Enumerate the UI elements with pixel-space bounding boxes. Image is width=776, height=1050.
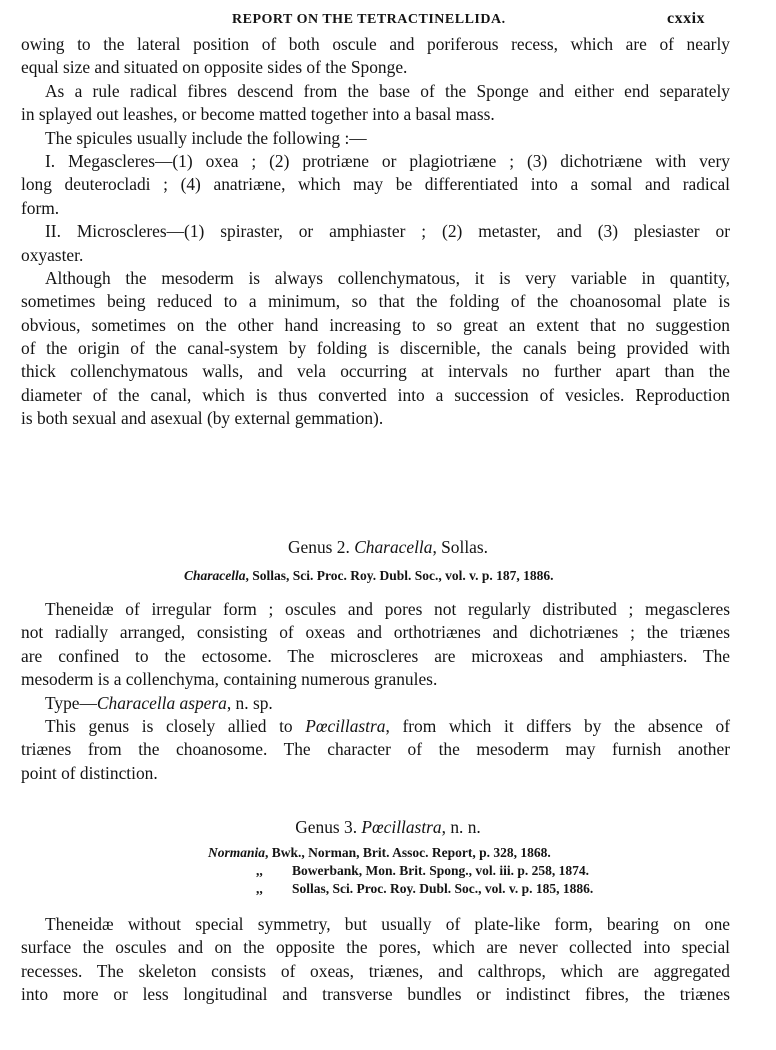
paragraph-block-4 bbox=[21, 913, 730, 1007]
text-line: equal size and situated on opposite sides of the Sponge. bbox=[21, 57, 408, 78]
ref-text: Sollas, Sci. Proc. Roy. Dubl. Soc., vol. v. p. 185, 1886. bbox=[292, 881, 594, 896]
text-line: The spicules usually include the following :— bbox=[45, 127, 367, 148]
text-line: II. Microscleres—(1) spiraster, or amphiaster ; (2) metaster, and (3) plesiaster or bbox=[45, 221, 730, 242]
genus-name: Pœcillastra bbox=[361, 817, 442, 837]
text-line: thick collenchymatous walls, and vela occurring at intervals no further apart than the bbox=[21, 361, 730, 382]
text-line: of the origin of the canal-system by folding is discernible, the canals being provided with bbox=[21, 338, 730, 359]
text-line: owing to the lateral position of both oscule and poriferous recess, which are of nearly bbox=[21, 34, 730, 54]
type-prefix: Type— bbox=[45, 693, 97, 713]
running-title: REPORT ON THE TETRACTINELLIDA. bbox=[232, 12, 506, 27]
text-line: form. bbox=[21, 197, 60, 218]
type-line bbox=[21, 692, 730, 715]
ref-text: , Bwk., Norman, Brit. Assoc. Report, p. 328, 1868. bbox=[265, 845, 551, 860]
text-line: not radially arranged, consisting of oxeas and orthotriænes and dichotriænes ; the triænes bbox=[21, 622, 730, 643]
genus-3-heading bbox=[0, 817, 776, 838]
genus-3-reference-3 bbox=[256, 881, 593, 897]
text-line: point of distinction. bbox=[21, 762, 158, 783]
text-line: triænes from the choanosome. The character of the mesoderm may furnish another bbox=[21, 739, 730, 760]
text-line: Theneidæ of irregular form ; oscules and pores not regularly distributed ; megascleres bbox=[45, 599, 730, 619]
genus-3-reference-1 bbox=[208, 845, 551, 861]
genus-name: Characella bbox=[354, 537, 433, 557]
genus-2-reference bbox=[184, 568, 554, 584]
paragraph-block-2 bbox=[21, 598, 730, 692]
text-line: sometimes being reduced to a minimum, so that the folding of the choanosomal plate is bbox=[21, 291, 730, 312]
genus-2-heading bbox=[0, 537, 776, 558]
paragraph-block-1 bbox=[21, 33, 730, 431]
running-header bbox=[0, 8, 776, 32]
text-line: into more or less longitudinal and transverse bundles or indistinct fibres, the triænes bbox=[21, 984, 730, 1005]
text-line: mesoderm is a collenchyma, containing numerous granules. bbox=[21, 669, 438, 690]
genus-label: Genus 3. bbox=[295, 817, 358, 837]
text-line: I. Megascleres—(1) oxea ; (2) protriæne or plagiotriæne ; (3) dichotriæne with very bbox=[45, 150, 730, 171]
text-line: recesses. The skeleton consists of oxeas, triænes, and calthrops, which are aggregated bbox=[21, 960, 730, 981]
text-line: As a rule radical fibres descend from the base of the Sponge and either end separately bbox=[45, 80, 730, 101]
genus-label: Genus 2. bbox=[288, 537, 350, 557]
text-line: in splayed out leashes, or become matted together into a basal mass. bbox=[21, 104, 495, 125]
text-line: This genus is closely allied to Pœcillastra, from which it differs by the absence of bbox=[45, 716, 731, 736]
page-number: cxxix bbox=[667, 10, 706, 27]
ditto-mark: ,, bbox=[256, 863, 263, 878]
genus-author: , n. n. bbox=[441, 817, 481, 837]
ref-text: Bowerbank, Mon. Brit. Spong., vol. iii. p. 258, 1874. bbox=[292, 863, 590, 878]
type-species: Characella aspera bbox=[96, 693, 227, 713]
text-line: diameter of the canal, which is thus converted into a succession of vesicles. Reproduction bbox=[21, 384, 730, 405]
ditto-mark: ,, bbox=[256, 881, 263, 896]
text-line: is both sexual and asexual (by external gemmation). bbox=[21, 408, 384, 429]
text-line: Although the mesoderm is always collenchymatous, it is very variable in quantity, bbox=[45, 267, 730, 288]
text-line: are confined to the ectosome. The microscleres are microxeas and amphiasters. The bbox=[21, 645, 730, 666]
text-line: obvious, sometimes on the other hand increasing to so great an extent that no suggestion bbox=[21, 314, 730, 335]
text-line: surface the oscules and on the opposite the pores, which are never collected into special bbox=[21, 937, 730, 958]
text-line: Theneidæ without special symmetry, but usually of plate-like form, bearing on one bbox=[45, 914, 730, 934]
ref-text: , Sollas, Sci. Proc. Roy. Dubl. Soc., vol. v. p. 187, 1886. bbox=[245, 568, 554, 583]
type-suffix: , n. sp. bbox=[226, 693, 273, 713]
genus-3-reference-2 bbox=[256, 863, 589, 879]
genus-author: , Sollas. bbox=[432, 537, 488, 557]
paragraph-block-3 bbox=[21, 715, 730, 785]
text-line: oxyaster. bbox=[21, 244, 84, 265]
text-line: long deuterocladi ; (4) anatriæne, which may be differentiated into a somal and radical bbox=[21, 174, 730, 195]
ref-name: Normania bbox=[208, 845, 266, 860]
ref-name: Characella bbox=[184, 568, 246, 583]
